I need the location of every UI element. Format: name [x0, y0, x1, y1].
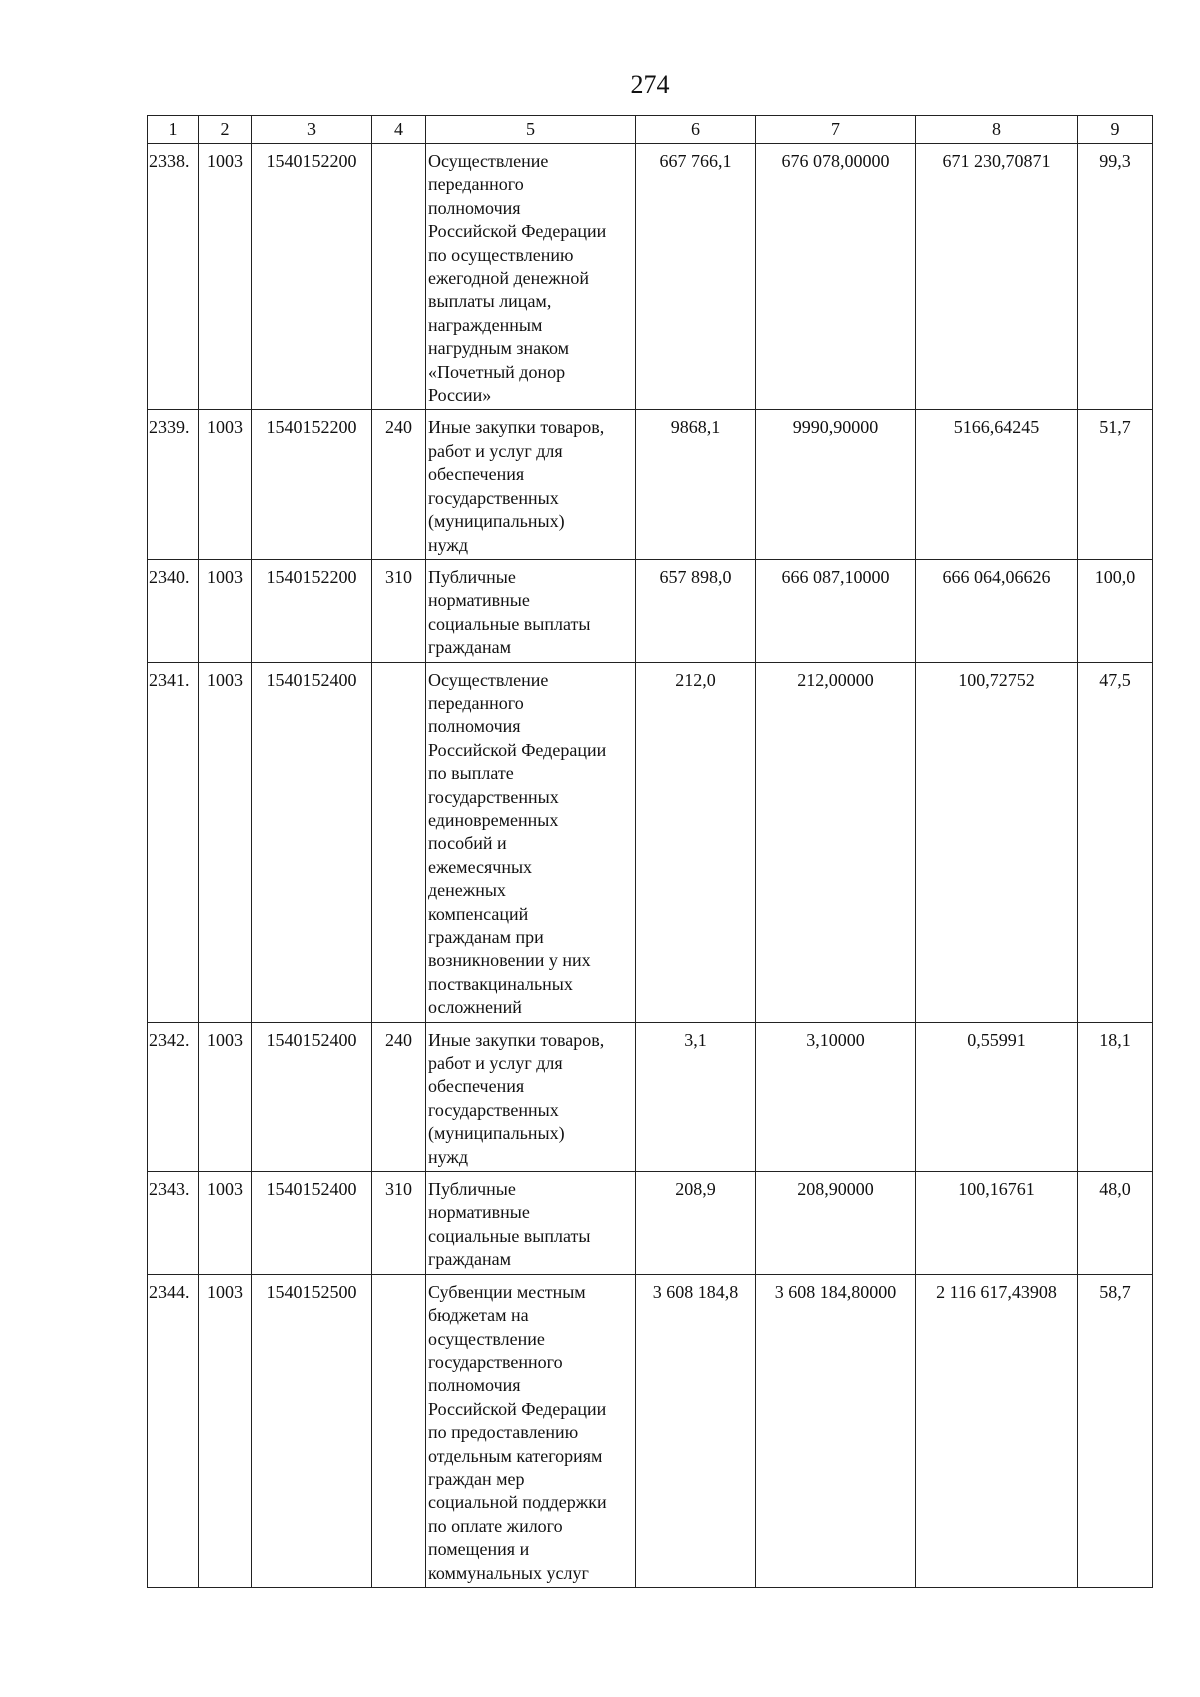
description-line: помещения и [428, 1539, 530, 1560]
expense-type-cell: 240 [372, 410, 426, 559]
section-code-cell: 1003 [199, 1274, 252, 1587]
description-cell [426, 1274, 636, 1587]
refined-amount-cell: 3,10000 [756, 1022, 916, 1171]
description-line: поствакцинальных [428, 973, 573, 994]
description-line: нормативные [428, 590, 530, 611]
page-number: 274 [630, 70, 670, 99]
target-code-cell: 1540152200 [252, 559, 372, 662]
row-number-cell: 2343. [148, 1172, 199, 1275]
row-number-cell: 2341. [148, 662, 199, 1022]
section-code-cell: 1003 [199, 559, 252, 662]
description-line: возникновении у них [428, 950, 591, 971]
executed-amount-cell: 100,16761 [916, 1172, 1078, 1275]
refined-amount-cell: 3 608 184,80000 [756, 1274, 916, 1587]
description-line: по предоставлению [428, 1422, 579, 1443]
approved-amount-cell: 208,9 [636, 1172, 756, 1275]
description-line: социальные выплаты [428, 613, 591, 634]
description-line: обеспечения [428, 464, 525, 485]
description-line: пособий и [428, 833, 507, 854]
row-number-cell: 2340. [148, 559, 199, 662]
table-header [148, 116, 1153, 144]
section-code-cell: 1003 [199, 1022, 252, 1171]
execution-percent-cell: 48,0 [1078, 1172, 1153, 1275]
table-row [148, 410, 1153, 559]
target-code-cell: 1540152200 [252, 410, 372, 559]
expense-type-cell: 240 [372, 1022, 426, 1171]
description-line: полномочия [428, 197, 521, 218]
execution-percent-cell: 99,3 [1078, 144, 1153, 410]
description-line: Осуществление [428, 669, 549, 690]
description-cell [426, 1022, 636, 1171]
description-line: Осуществление [428, 151, 549, 171]
description-line: граждан мер [428, 1468, 525, 1489]
approved-amount-cell: 9868,1 [636, 410, 756, 559]
section-code-cell: 1003 [199, 410, 252, 559]
description-line: гражданам [428, 637, 511, 658]
expense-type-cell [372, 144, 426, 410]
row-number-cell: 2344. [148, 1274, 199, 1587]
executed-amount-cell: 666 064,06626 [916, 559, 1078, 662]
execution-percent-cell: 51,7 [1078, 410, 1153, 559]
description-line: компенсаций [428, 903, 529, 924]
expense-type-cell [372, 662, 426, 1022]
description-line: гражданам при [428, 927, 544, 947]
column-header-7: 7 [756, 116, 916, 144]
row-number-cell: 2342. [148, 1022, 199, 1171]
executed-amount-cell: 100,72752 [916, 662, 1078, 1022]
description-line: (муниципальных) [428, 511, 565, 532]
description-line: государственных [428, 1099, 559, 1120]
description-line: нагрудным знаком [428, 338, 570, 359]
expense-type-cell [372, 1274, 426, 1587]
description-line: осложнений [428, 997, 522, 1018]
description-line: (муниципальных) [428, 1123, 565, 1144]
description-line: по оплате жилого [428, 1515, 563, 1536]
column-header-3: 3 [252, 116, 372, 144]
description-line: переданного [428, 174, 524, 195]
table-row [148, 1274, 1153, 1587]
description-line: полномочия [428, 1375, 521, 1396]
approved-amount-cell: 667 766,1 [636, 144, 756, 410]
description-line: денежных [428, 880, 506, 901]
execution-percent-cell: 18,1 [1078, 1022, 1153, 1171]
table-row [148, 662, 1153, 1022]
target-code-cell: 1540152400 [252, 662, 372, 1022]
column-header-1: 1 [148, 116, 199, 144]
table-row [148, 1172, 1153, 1275]
description-line: государственных [428, 487, 559, 508]
description-line: «Почетный донор [428, 361, 566, 382]
description-line: Публичные [428, 1179, 516, 1200]
target-code-cell: 1540152200 [252, 144, 372, 410]
row-number-cell: 2339. [148, 410, 199, 559]
execution-percent-cell: 58,7 [1078, 1274, 1153, 1587]
approved-amount-cell: 212,0 [636, 662, 756, 1022]
description-line: гражданам [428, 1249, 511, 1270]
refined-amount-cell: 666 087,10000 [756, 559, 916, 662]
header-row [148, 116, 1153, 144]
table-row [148, 1022, 1153, 1171]
approved-amount-cell: 657 898,0 [636, 559, 756, 662]
refined-amount-cell: 9990,90000 [756, 410, 916, 559]
description-line: нужд [428, 1146, 468, 1167]
column-header-9: 9 [1078, 116, 1153, 144]
description-line: Российской Федерации [428, 1398, 607, 1419]
description-cell [426, 1172, 636, 1275]
description-cell [426, 410, 636, 559]
description-line: переданного [428, 692, 524, 713]
description-line: Субвенции местным [428, 1281, 586, 1302]
description-line: Публичные [428, 566, 516, 587]
section-code-cell: 1003 [199, 144, 252, 410]
table-row [148, 144, 1153, 410]
description-cell [426, 144, 636, 410]
table-row [148, 559, 1153, 662]
column-header-5: 5 [426, 116, 636, 144]
description-line: ежемесячных [428, 856, 533, 877]
description-line: полномочия [428, 716, 521, 737]
description-line: единовременных [428, 809, 559, 830]
description-line: Иные закупки товаров, [428, 1029, 605, 1050]
expense-type-cell: 310 [372, 1172, 426, 1275]
description-cell [426, 559, 636, 662]
description-line: работ и услуг для [428, 1053, 563, 1074]
budget-table [147, 115, 1153, 1588]
description-line: государственного [428, 1351, 563, 1372]
description-line: социальной поддержки [428, 1492, 607, 1513]
description-line: государственных [428, 786, 559, 807]
target-code-cell: 1540152500 [252, 1274, 372, 1587]
execution-percent-cell: 47,5 [1078, 662, 1153, 1022]
execution-percent-cell: 100,0 [1078, 559, 1153, 662]
description-line: ежегодной денежной [428, 268, 589, 289]
column-header-4: 4 [372, 116, 426, 144]
description-line: нормативные [428, 1202, 530, 1223]
description-cell [426, 662, 636, 1022]
approved-amount-cell: 3 608 184,8 [636, 1274, 756, 1587]
description-line: по осуществлению [428, 244, 574, 265]
description-line: Российской Федерации [428, 221, 607, 242]
column-header-2: 2 [199, 116, 252, 144]
description-line: по выплате [428, 763, 514, 784]
description-line: России» [428, 385, 492, 406]
executed-amount-cell: 671 230,70871 [916, 144, 1078, 410]
description-line: социальные выплаты [428, 1225, 591, 1246]
description-line: отдельным категориям [428, 1445, 603, 1466]
section-code-cell: 1003 [199, 662, 252, 1022]
target-code-cell: 1540152400 [252, 1022, 372, 1171]
description-line: выплаты лицам, [428, 291, 552, 312]
description-line: бюджетам на [428, 1305, 529, 1326]
refined-amount-cell: 676 078,00000 [756, 144, 916, 410]
description-line: Иные закупки товаров, [428, 417, 605, 438]
description-line: обеспечения [428, 1076, 525, 1097]
executed-amount-cell: 0,55991 [916, 1022, 1078, 1171]
description-line: осуществление [428, 1328, 545, 1349]
row-number-cell: 2338. [148, 144, 199, 410]
description-line: работ и услуг для [428, 440, 563, 461]
column-header-6: 6 [636, 116, 756, 144]
target-code-cell: 1540152400 [252, 1172, 372, 1275]
expense-type-cell: 310 [372, 559, 426, 662]
description-line: коммунальных услуг [428, 1562, 589, 1583]
refined-amount-cell: 208,90000 [756, 1172, 916, 1275]
description-line: награжденным [428, 314, 543, 335]
executed-amount-cell: 2 116 617,43908 [916, 1274, 1078, 1587]
refined-amount-cell: 212,00000 [756, 662, 916, 1022]
description-line: нужд [428, 534, 468, 555]
section-code-cell: 1003 [199, 1172, 252, 1275]
table-body [148, 144, 1153, 1588]
description-line: Российской Федерации [428, 739, 607, 760]
executed-amount-cell: 5166,64245 [916, 410, 1078, 559]
column-header-8: 8 [916, 116, 1078, 144]
approved-amount-cell: 3,1 [636, 1022, 756, 1171]
